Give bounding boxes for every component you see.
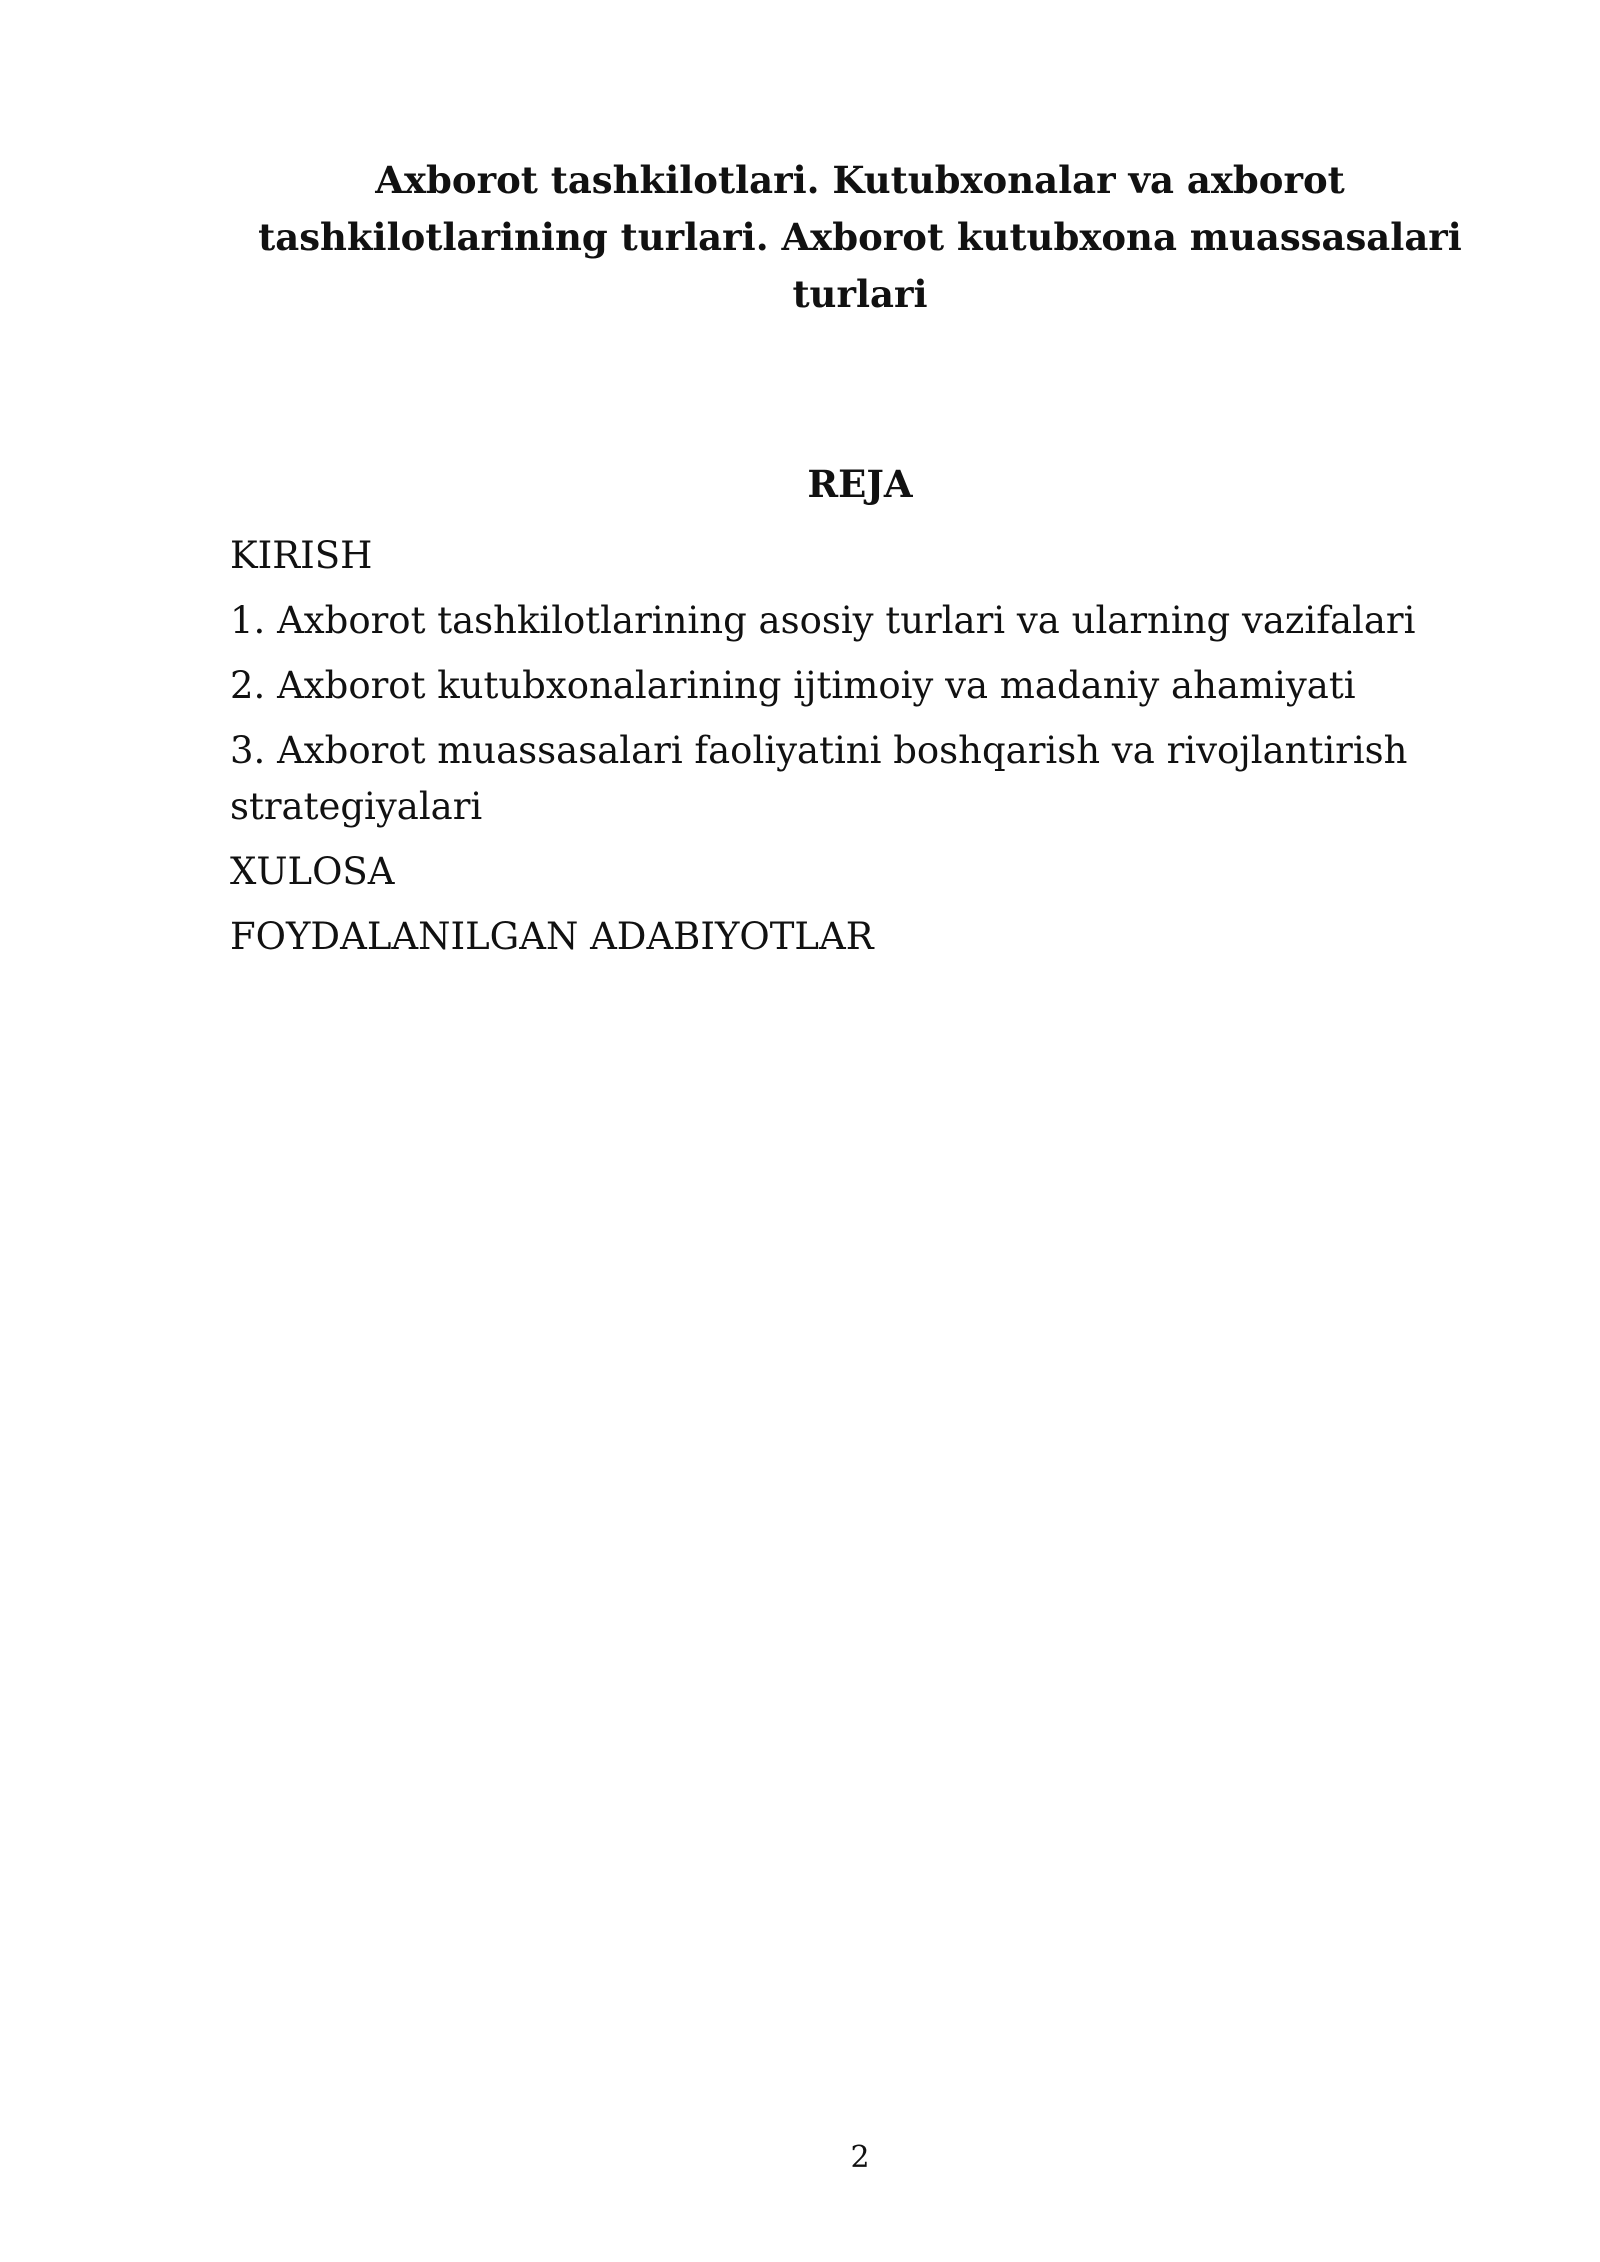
plan-item-1: 1. Axborot tashkilotlarining asosiy turlari va ularning vazifalari — [230, 599, 1416, 642]
plan-item-intro: KIRISH — [230, 534, 373, 577]
plan-item-3: 3. Axborot muassasalari faoliyatini boshqarish va rivojlantirish strategiyalari — [230, 729, 1408, 828]
plan-heading: REJA — [807, 462, 913, 506]
plan-item-2: 2. Axborot kutubxonalarining ijtimoiy va madaniy ahamiyati — [230, 664, 1356, 707]
plan-item-references: FOYDALANILGAN ADABIYOTLAR — [230, 915, 874, 958]
plan-item-conclusion: XULOSA — [230, 850, 395, 893]
plan-list — [230, 528, 1500, 974]
page-number: 2 — [850, 2140, 870, 2175]
document-title: Axborot tashkilotlari. Kutubxonalar va axborot tashkilotlarining turlari. Axborot kutubxona muassasalari turlari — [258, 158, 1462, 316]
